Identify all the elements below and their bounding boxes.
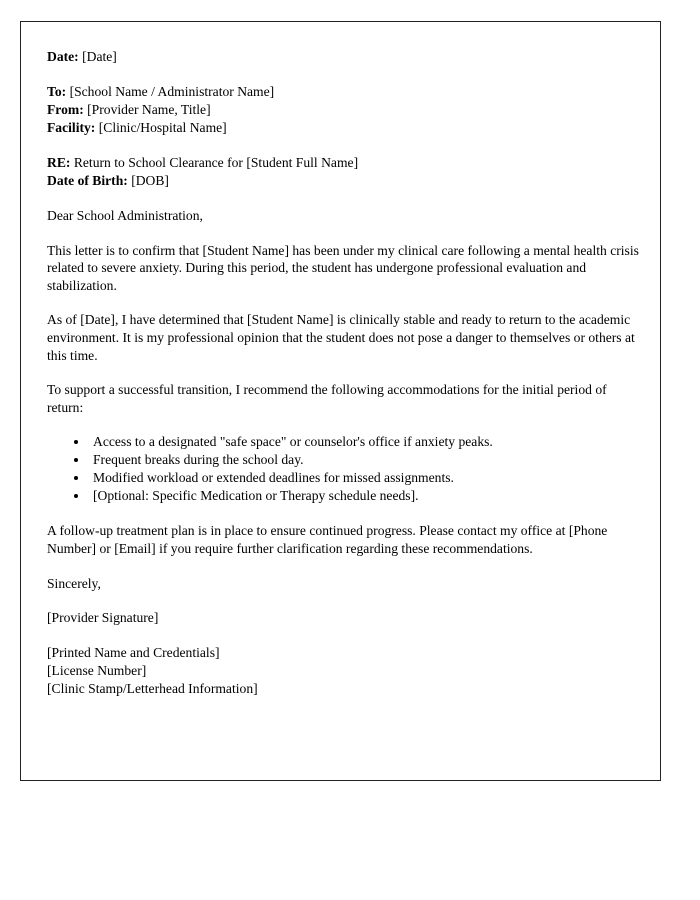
to-value: [School Name / Administrator Name] <box>69 84 275 99</box>
list-item: • [Optional: Specific Medication or Therapy schedule needs]. <box>89 487 639 505</box>
signature-placeholder-block <box>47 609 639 627</box>
from-label: From: <box>47 102 84 117</box>
accommodations-list <box>47 433 639 505</box>
printed-name-line: [Printed Name and Credentials] <box>47 644 220 660</box>
dob-value: [DOB] <box>131 173 169 188</box>
date-line <box>47 48 639 66</box>
list-item: • Frequent breaks during the school day. <box>89 451 639 469</box>
list-item: • Modified workload or extended deadlines for missed assignments. <box>89 469 639 487</box>
to-label: To: <box>47 84 67 99</box>
date-block <box>47 48 639 66</box>
from-line <box>47 101 639 119</box>
salutation: Dear School Administration, <box>47 208 203 223</box>
dob-label: Date of Birth: <box>47 173 128 188</box>
accommodations-block <box>47 433 639 505</box>
paragraph-block-1 <box>47 242 639 295</box>
body-paragraph-1: This letter is to confirm that [Student Name] has been under my clinical care following a mental health crisis related to severe anxiety. During this period, the student has undergone professional evaluation and stabilization. <box>47 242 639 293</box>
facility-label: Facility: <box>47 120 96 135</box>
subject-block <box>47 154 639 190</box>
license-number-line: [License Number] <box>47 662 147 678</box>
sign-off-block <box>47 575 639 593</box>
re-label: RE: <box>47 155 71 170</box>
recipient-block <box>47 83 639 137</box>
date-value: [Date] <box>82 49 117 64</box>
to-line <box>47 83 639 101</box>
body-paragraph-3: To support a successful transition, I recommend the following accommodations for the initial period of return: <box>47 382 607 415</box>
facility-value: [Clinic/Hospital Name] <box>98 120 227 135</box>
re-value: Return to School Clearance for [Student Full Name] <box>73 155 359 170</box>
facility-line <box>47 119 639 137</box>
letter-body <box>47 48 639 698</box>
signature-details-block <box>47 644 639 698</box>
sign-off: Sincerely, <box>47 575 101 591</box>
salutation-block <box>47 207 639 225</box>
signature-placeholder: [Provider Signature] <box>47 610 159 626</box>
closing-paragraph: A follow-up treatment plan is in place to ensure continued progress. Please contact my office at [Phone Number] or [Email] if you require further clarification regarding these recommendations. <box>47 523 608 556</box>
dob-line <box>47 172 639 190</box>
document-page-border <box>20 21 661 781</box>
closing-paragraph-block <box>47 522 639 557</box>
body-paragraph-2: As of [Date], I have determined that [Student Name] is clinically stable and ready to return to the academic environment. It is my professional opinion that the student does not pose a danger to themselves or others at this time. <box>47 312 635 363</box>
date-label: Date: <box>47 49 79 64</box>
re-line <box>47 154 639 172</box>
paragraph-block-3 <box>47 381 639 416</box>
clinic-stamp-line: [Clinic Stamp/Letterhead Information] <box>47 680 258 696</box>
paragraph-block-2 <box>47 311 639 364</box>
from-value: [Provider Name, Title] <box>87 102 211 117</box>
list-item: • Access to a designated "safe space" or counselor's office if anxiety peaks. <box>89 433 639 451</box>
